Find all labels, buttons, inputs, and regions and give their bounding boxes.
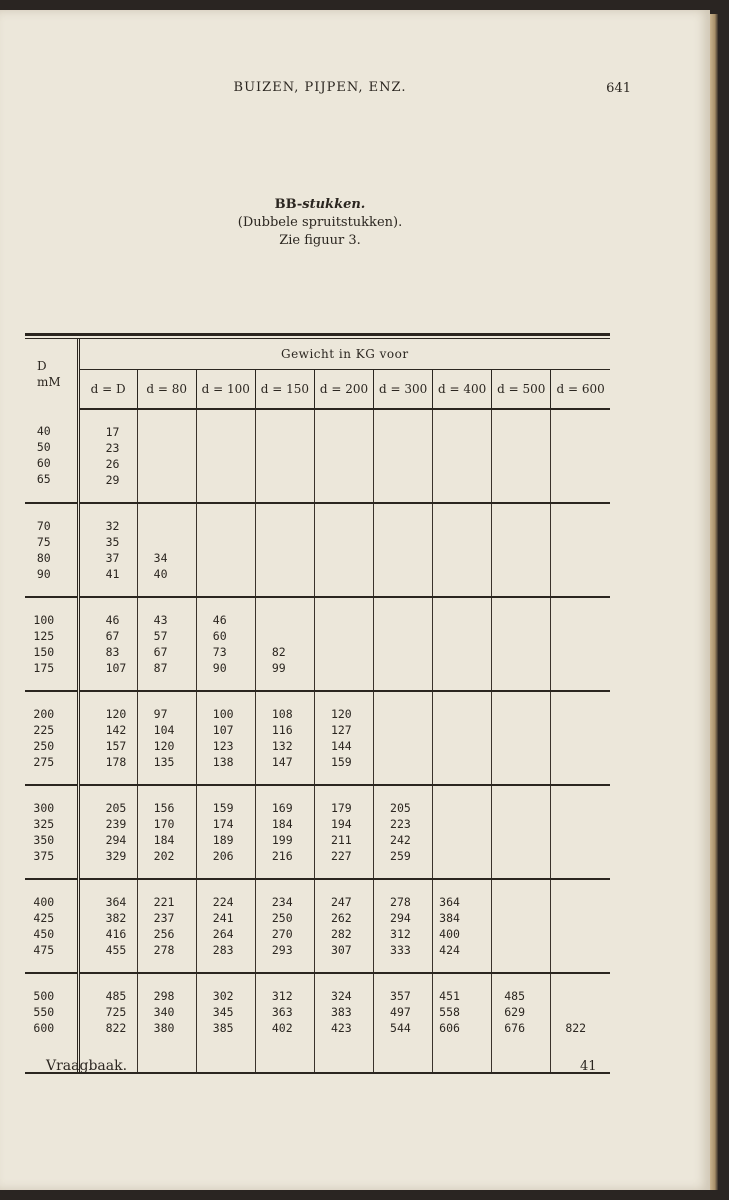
weight-cell: [78, 503, 137, 597]
diameter-value: 225: [33, 723, 55, 737]
table-caption: [0, 196, 640, 250]
weight-cell: [433, 879, 492, 973]
weight-value: 822: [565, 1021, 587, 1035]
weight-value: 123: [212, 739, 234, 753]
weight-value: 264: [212, 927, 234, 941]
weight-cell: [78, 691, 137, 785]
weight-cell: [137, 503, 196, 597]
col-header-sub: d = 300: [374, 370, 433, 410]
weight-cell: [314, 597, 373, 691]
weight-value: 157: [105, 739, 127, 753]
weight-value: [154, 518, 196, 534]
weight-value: 278: [390, 895, 411, 909]
weight-value: 302: [212, 989, 234, 1003]
weight-value: 26: [105, 457, 120, 471]
page-number: 641: [606, 81, 631, 96]
weight-value: 234: [271, 895, 293, 909]
weight-value: [272, 612, 314, 628]
weight-table-wrap: [25, 333, 610, 1074]
weight-value: 385: [212, 1021, 234, 1035]
weight-cell: [433, 409, 492, 503]
diameter-value: 475: [33, 943, 55, 957]
weight-value: 298: [153, 989, 175, 1003]
weight-cell: [551, 597, 610, 691]
weight-cell: [374, 597, 433, 691]
weight-value: 363: [271, 1005, 293, 1019]
weight-cell: [433, 785, 492, 879]
diameter-cell: [25, 503, 78, 597]
weight-value: 194: [330, 817, 352, 831]
weight-value: 202: [153, 849, 175, 863]
weight-cell: [374, 785, 433, 879]
diameter-cell: [25, 409, 78, 503]
weight-value: 120: [330, 707, 352, 721]
weight-value: 294: [105, 833, 127, 847]
weight-value: 307: [330, 943, 352, 957]
weight-value: 312: [271, 989, 293, 1003]
page-edge: [710, 14, 718, 1190]
col-header-sub: d = 200: [314, 370, 373, 410]
weight-cell: [314, 691, 373, 785]
weight-value: 211: [330, 833, 352, 847]
weight-value: 400: [439, 927, 460, 941]
weight-value: 144: [330, 739, 352, 753]
weight-value: 205: [390, 801, 411, 815]
weight-value: 32: [105, 519, 120, 533]
weight-value: 23: [105, 441, 120, 455]
weight-value: 156: [153, 801, 175, 815]
weight-value: 364: [105, 895, 127, 909]
weight-cell: [374, 409, 433, 503]
weight-value: 179: [330, 801, 352, 815]
weight-value: 822: [105, 1021, 127, 1035]
weight-value: 189: [212, 833, 234, 847]
weight-value: 37: [105, 551, 120, 565]
weight-value: 247: [330, 895, 352, 909]
weight-value: 29: [105, 473, 120, 487]
weight-value: [272, 628, 314, 644]
group-header: Gewicht in KG voor: [78, 339, 610, 370]
weight-cell: [255, 879, 314, 973]
weight-value: 90: [212, 661, 227, 675]
weight-value: 135: [153, 755, 175, 769]
col-header-diameter: [25, 339, 78, 409]
weight-cell: [196, 785, 255, 879]
weight-cell: [492, 973, 551, 1072]
weight-cell: [551, 409, 610, 503]
weight-value: 283: [212, 943, 234, 957]
weight-cell: [433, 973, 492, 1072]
weight-value: 46: [105, 613, 120, 627]
running-head: BUIZEN, PIJPEN, ENZ.: [233, 80, 407, 95]
weight-cell: [492, 879, 551, 973]
weight-cell: [78, 597, 137, 691]
weight-cell: [492, 691, 551, 785]
weight-cell: [255, 785, 314, 879]
weight-value: 239: [105, 817, 127, 831]
weight-cell: [314, 879, 373, 973]
diameter-value: 550: [33, 1005, 55, 1019]
diameter-value: 300: [33, 801, 55, 815]
diameter-value: 70: [36, 519, 51, 533]
weight-value: 178: [105, 755, 127, 769]
weight-value: 41: [105, 567, 120, 581]
footer-signature: 41: [580, 1059, 597, 1074]
weight-value: 242: [390, 833, 411, 847]
weight-cell: [551, 785, 610, 879]
weight-value: 329: [105, 849, 127, 863]
weight-cell: [137, 879, 196, 973]
weight-cell: [196, 691, 255, 785]
weight-value: 416: [105, 927, 127, 941]
col-header-sub: d = 80: [137, 370, 196, 410]
diameter-value: 350: [33, 833, 55, 847]
table-top-rule: [25, 333, 610, 336]
weight-value: 451: [439, 989, 460, 1003]
weight-value: 206: [212, 849, 234, 863]
weight-cell: [492, 785, 551, 879]
weight-value: 340: [153, 1005, 175, 1019]
weight-cell: [137, 597, 196, 691]
diameter-value: 400: [33, 895, 55, 909]
col-header-sub: d = 600: [551, 370, 610, 410]
weight-cell: [255, 691, 314, 785]
weight-value: 383: [330, 1005, 352, 1019]
weight-value: 17: [105, 425, 120, 439]
weight-value: 485: [504, 989, 526, 1003]
weight-value: 241: [212, 911, 234, 925]
weight-value: [565, 1004, 610, 1020]
weight-value: 250: [271, 911, 293, 925]
weight-value: 120: [105, 707, 127, 721]
weight-cell: [314, 409, 373, 503]
table-row-group: [25, 409, 610, 503]
col-header-sub: d = 150: [255, 370, 314, 410]
weight-value: 380: [153, 1021, 175, 1035]
weight-value: 127: [330, 723, 352, 737]
weight-value: 224: [212, 895, 234, 909]
weight-value: 46: [212, 613, 227, 627]
weight-value: 116: [271, 723, 293, 737]
weight-cell: [374, 879, 433, 973]
table-row-group: [25, 879, 610, 973]
weight-value: 324: [330, 989, 352, 1003]
diameter-cell: [25, 691, 78, 785]
weight-value: 142: [105, 723, 127, 737]
weight-value: 237: [153, 911, 175, 925]
weight-value: 725: [105, 1005, 127, 1019]
weight-value: 294: [390, 911, 411, 925]
diameter-value: 325: [33, 817, 55, 831]
diameter-cell: [25, 785, 78, 879]
weight-cell: [196, 503, 255, 597]
sub-header-row: [25, 370, 610, 410]
weight-cell: [492, 597, 551, 691]
weight-value: 67: [105, 629, 120, 643]
table-row-group: [25, 785, 610, 879]
table-row-group: [25, 597, 610, 691]
diameter-value: 375: [33, 849, 55, 863]
weight-value: 205: [105, 801, 127, 815]
weight-value: 159: [330, 755, 352, 769]
col-header-d: D: [37, 359, 47, 373]
weight-value: 73: [212, 645, 227, 659]
weight-cell: [551, 503, 610, 597]
weight-value: 227: [330, 849, 352, 863]
diameter-value: 600: [33, 1021, 55, 1035]
col-header-sub: d = 100: [196, 370, 255, 410]
weight-value: 170: [153, 817, 175, 831]
weight-cell: [137, 409, 196, 503]
caption-title-italic: stukken.: [302, 197, 366, 212]
weight-cell: [433, 691, 492, 785]
weight-value: 216: [271, 849, 293, 863]
weight-cell: [374, 973, 433, 1072]
weight-value: 169: [271, 801, 293, 815]
weight-table: [25, 339, 610, 1072]
diameter-value: 125: [33, 629, 55, 643]
weight-cell: [551, 973, 610, 1072]
diameter-value: 50: [36, 440, 51, 454]
weight-value: 544: [390, 1021, 411, 1035]
diameter-value: 100: [33, 613, 55, 627]
footer-book-title: Vraagbaak.: [46, 1058, 128, 1074]
weight-cell: [78, 785, 137, 879]
weight-value: 282: [330, 927, 352, 941]
weight-value: [565, 988, 610, 1004]
weight-cell: [374, 691, 433, 785]
diameter-value: 150: [33, 645, 55, 659]
diameter-cell: [25, 597, 78, 691]
weight-value: 485: [105, 989, 127, 1003]
weight-value: 259: [390, 849, 411, 863]
weight-value: 87: [153, 661, 168, 675]
weight-cell: [255, 597, 314, 691]
weight-value: 384: [439, 911, 460, 925]
weight-value: 82: [271, 645, 286, 659]
weight-cell: [551, 879, 610, 973]
weight-value: 120: [153, 739, 175, 753]
weight-value: 199: [271, 833, 293, 847]
weight-value: 159: [212, 801, 234, 815]
weight-value: 676: [504, 1021, 526, 1035]
caption-line-2: (Dubbele spruitstukken).: [237, 215, 403, 230]
weight-value: 221: [153, 895, 175, 909]
weight-value: 423: [330, 1021, 352, 1035]
weight-value: 364: [439, 895, 460, 909]
weight-value: 256: [153, 927, 175, 941]
weight-value: 424: [439, 943, 460, 957]
weight-cell: [255, 973, 314, 1072]
weight-value: 174: [212, 817, 234, 831]
weight-value: 382: [105, 911, 127, 925]
weight-cell: [137, 973, 196, 1072]
diameter-value: 80: [36, 551, 51, 565]
weight-value: 278: [153, 943, 175, 957]
caption-title-prefix: BB-: [274, 197, 303, 212]
weight-value: 83: [105, 645, 120, 659]
weight-value: 293: [271, 943, 293, 957]
table-row-group: [25, 691, 610, 785]
weight-value: 333: [390, 943, 411, 957]
weight-cell: [196, 409, 255, 503]
weight-value: 99: [271, 661, 286, 675]
weight-cell: [78, 409, 137, 503]
weight-value: 345: [212, 1005, 234, 1019]
diameter-value: 65: [36, 472, 51, 486]
weight-value: 138: [212, 755, 234, 769]
weight-value: 223: [390, 817, 411, 831]
diameter-value: 500: [33, 989, 55, 1003]
col-header-sub: d = D: [78, 370, 137, 410]
weight-cell: [492, 409, 551, 503]
weight-value: 606: [439, 1021, 460, 1035]
diameter-value: 60: [36, 456, 51, 470]
weight-value: 497: [390, 1005, 411, 1019]
weight-cell: [255, 409, 314, 503]
diameter-value: 275: [33, 755, 55, 769]
weight-value: [154, 534, 196, 550]
weight-cell: [196, 879, 255, 973]
weight-value: 402: [271, 1021, 293, 1035]
caption-line-3: Zie figuur 3.: [279, 233, 361, 248]
diameter-value: 40: [36, 424, 51, 438]
diameter-value: 200: [33, 707, 55, 721]
weight-value: 262: [330, 911, 352, 925]
caption-title: [0, 196, 640, 214]
weight-value: 104: [153, 723, 175, 737]
diameter-value: 90: [36, 567, 51, 581]
weight-cell: [196, 597, 255, 691]
weight-value: 57: [153, 629, 168, 643]
weight-value: 455: [105, 943, 127, 957]
col-header-sub: d = 400: [433, 370, 492, 410]
weight-cell: [78, 879, 137, 973]
weight-cell: [551, 691, 610, 785]
diameter-value: 175: [33, 661, 55, 675]
weight-cell: [314, 973, 373, 1072]
weight-cell: [314, 503, 373, 597]
weight-value: 184: [271, 817, 293, 831]
weight-value: 67: [153, 645, 168, 659]
weight-value: 147: [271, 755, 293, 769]
weight-value: 357: [390, 989, 411, 1003]
weight-value: 107: [105, 661, 127, 675]
col-header-unit: mM: [37, 375, 61, 389]
weight-value: 132: [271, 739, 293, 753]
diameter-value: 75: [36, 535, 51, 549]
weight-cell: [433, 503, 492, 597]
weight-cell: [137, 691, 196, 785]
weight-value: 97: [153, 707, 168, 721]
weight-cell: [492, 503, 551, 597]
col-header-sub: d = 500: [492, 370, 551, 410]
weight-value: 107: [212, 723, 234, 737]
weight-value: 60: [212, 629, 227, 643]
diameter-cell: [25, 879, 78, 973]
weight-cell: [374, 503, 433, 597]
weight-cell: [137, 785, 196, 879]
weight-value: 100: [212, 707, 234, 721]
weight-value: 34: [153, 551, 168, 565]
table-row-group: [25, 503, 610, 597]
weight-value: 270: [271, 927, 293, 941]
weight-cell: [255, 503, 314, 597]
weight-cell: [314, 785, 373, 879]
weight-value: 40: [153, 567, 168, 581]
table-body: [25, 409, 610, 1072]
weight-value: 35: [105, 535, 120, 549]
diameter-value: 250: [33, 739, 55, 753]
weight-value: 629: [504, 1005, 526, 1019]
weight-cell: [196, 973, 255, 1072]
weight-value: 312: [390, 927, 411, 941]
weight-value: 108: [271, 707, 293, 721]
weight-cell: [433, 597, 492, 691]
diameter-value: 450: [33, 927, 55, 941]
weight-value: 558: [439, 1005, 460, 1019]
weight-value: 184: [153, 833, 175, 847]
weight-value: 43: [153, 613, 168, 627]
diameter-value: 425: [33, 911, 55, 925]
